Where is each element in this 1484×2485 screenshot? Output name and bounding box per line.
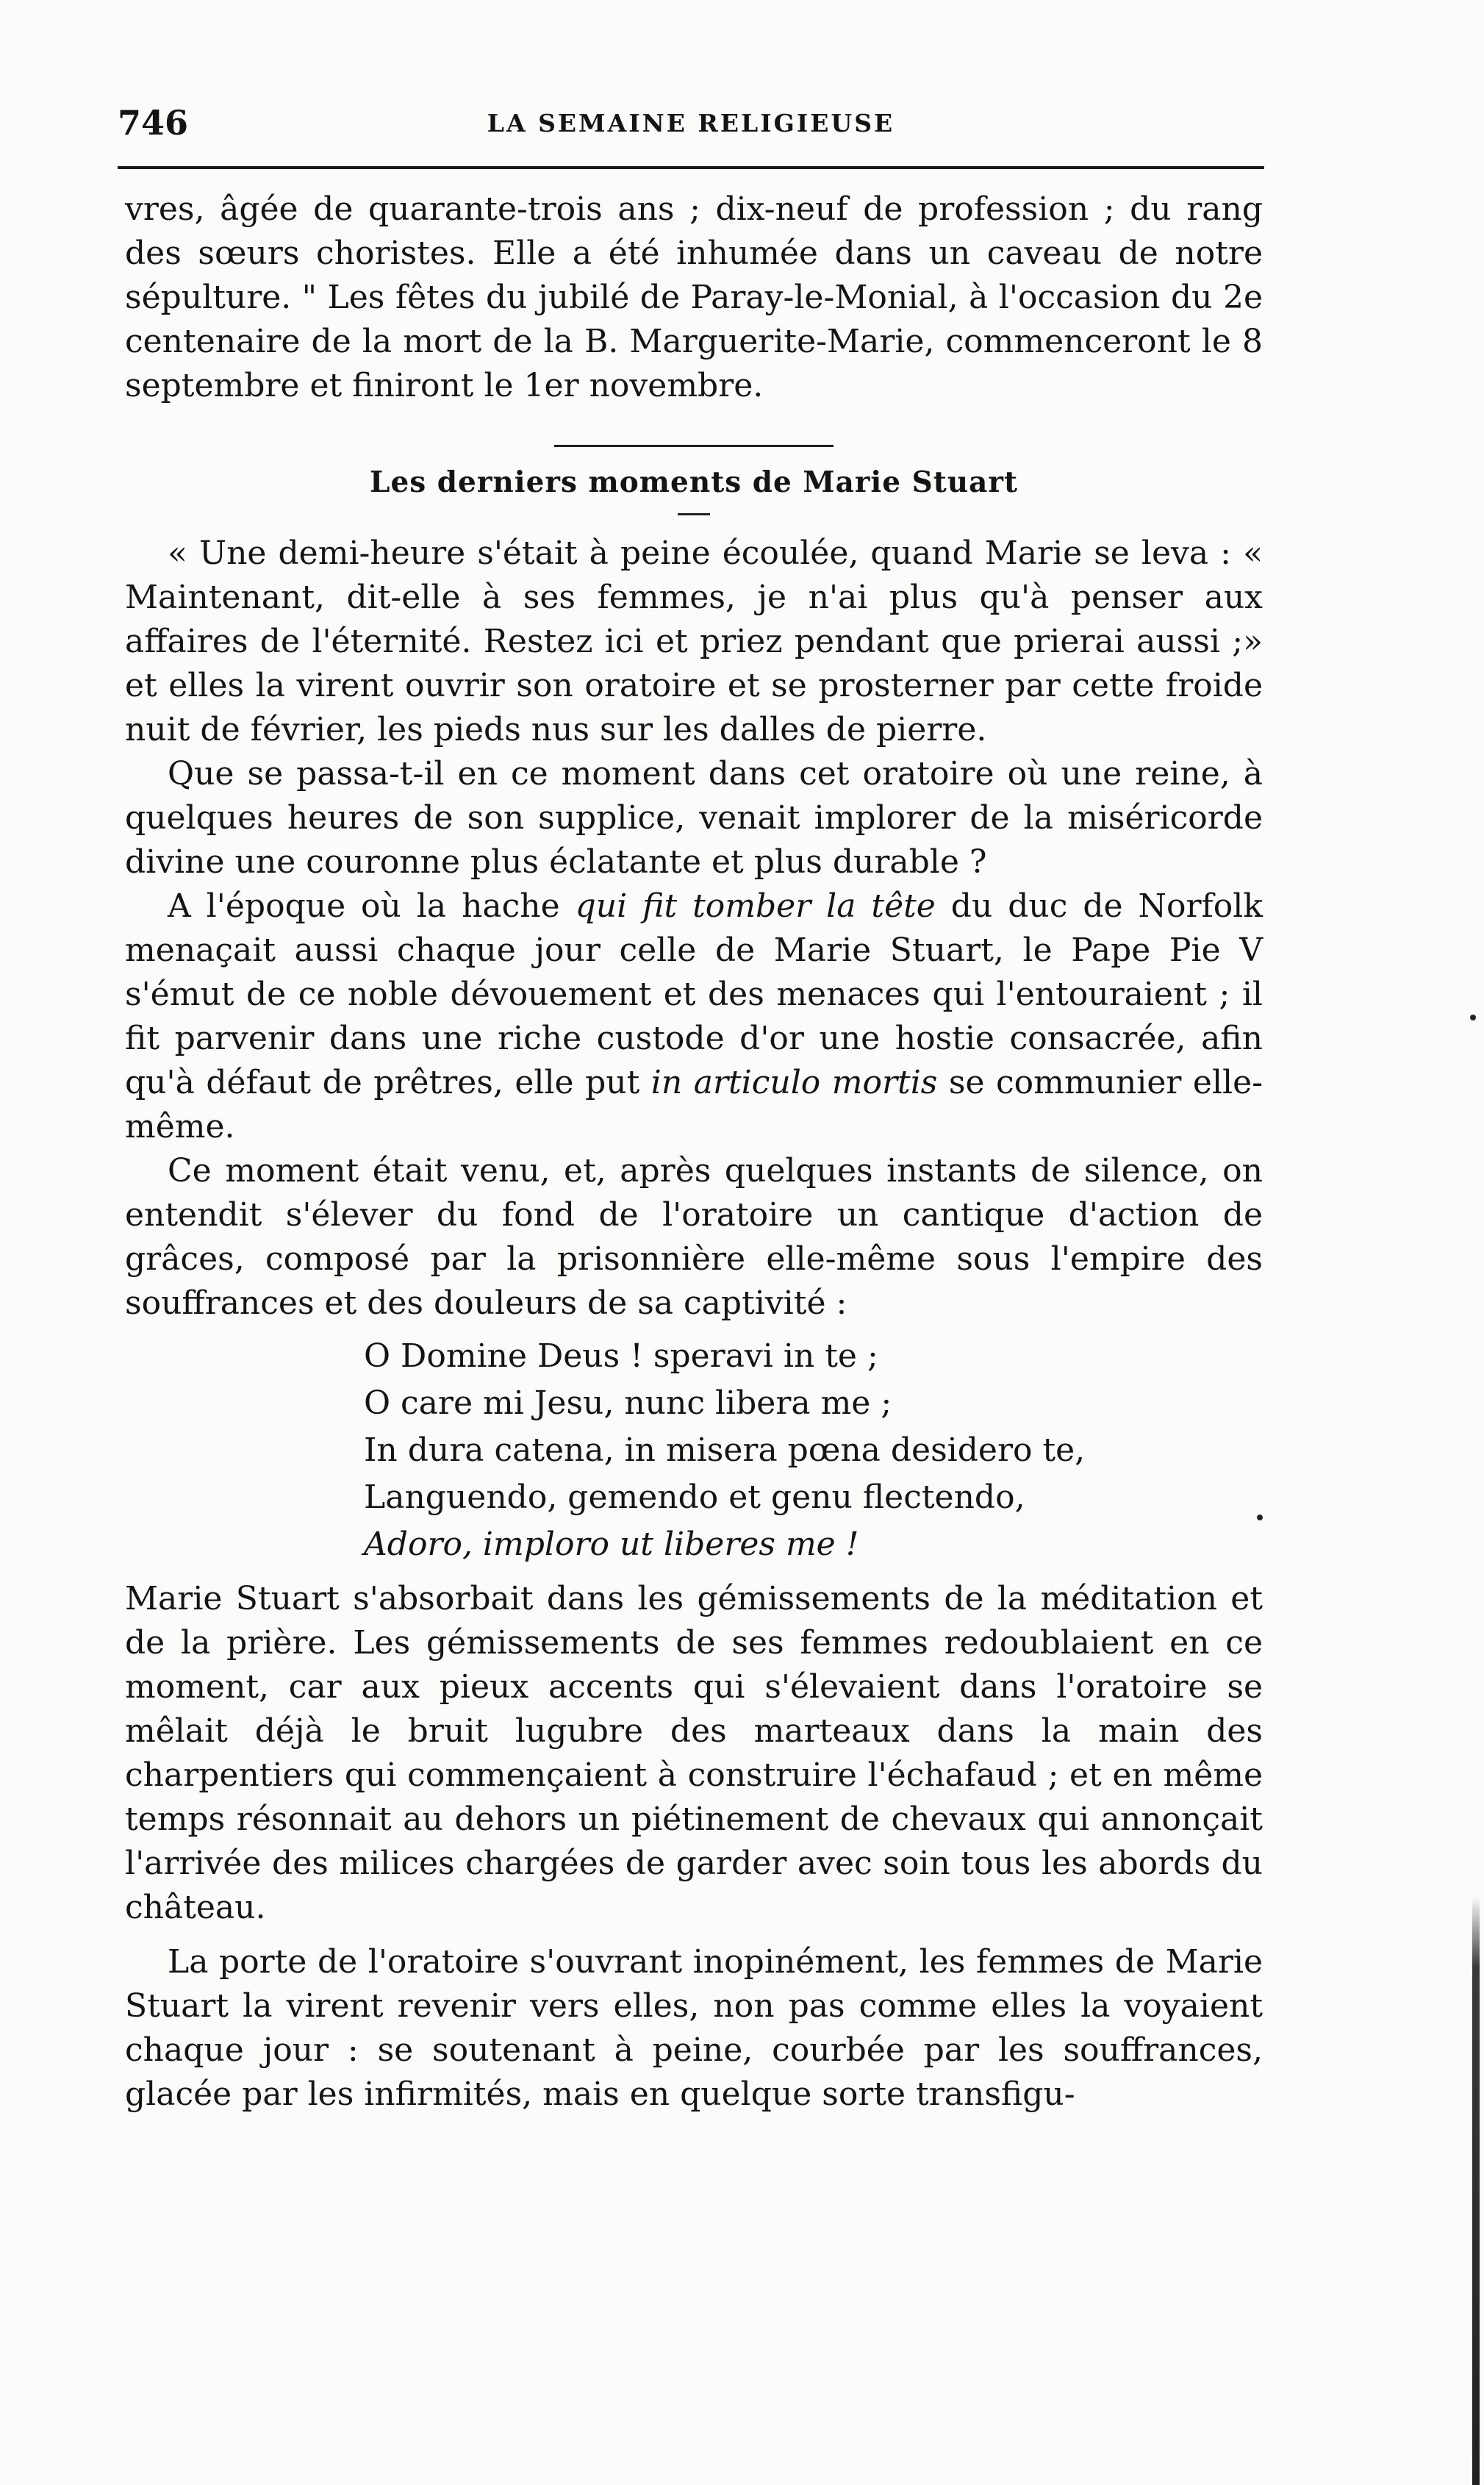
header-rule bbox=[118, 166, 1264, 169]
verse-line-2: O care mi Jesu, nunc libera me ; bbox=[364, 1384, 892, 1422]
page-header bbox=[118, 103, 1264, 143]
title-rule bbox=[678, 513, 710, 515]
latin-verse bbox=[364, 1333, 1263, 1568]
verse-line-3: In dura catena, in misera pœna desidero te, bbox=[364, 1431, 1086, 1469]
section-title: Les derniers moments de Marie Stuart bbox=[370, 465, 1018, 499]
page-body bbox=[125, 187, 1263, 2117]
paragraph-3-text-a: A l'époque où la hache bbox=[168, 887, 576, 925]
paragraph-2: Que se passa-t-il en ce moment dans cet oratoire où une reine, à quelques heures de son supplice, venait implorer de la miséricorde divine une couronne plus éclatante et plus durable ? bbox=[125, 755, 1263, 881]
verse-line-5: Adoro, imploro ut liberes me ! bbox=[364, 1526, 859, 1563]
paragraph-3 bbox=[125, 884, 1263, 1149]
verse-line-4: Languendo, gemendo et genu flectendo, bbox=[364, 1479, 1025, 1516]
section-separator bbox=[554, 445, 834, 447]
verse-line-1: O Domine Deus ! speravi in te ; bbox=[364, 1337, 878, 1375]
paragraph-5: Marie Stuart s'absorbait dans les gémissements de la méditation et de la prière. Les gémissements de ses femmes redoublaient en ce moment, car aux pieux accents qui s'élevaient dans l'oratoire se mêlait déjà le bruit lugubre des marteaux dans la main des charpentiers qui commençaient à construire l'échafaud ; et en même temps résonnait au dehors un piétinement de chevaux qui annonçait l'arrivée des milices chargées de garder avec soin tous les abords du château. bbox=[125, 1580, 1263, 1926]
paragraph-3-italic-a: qui fit tomber la tête bbox=[575, 887, 936, 925]
intro-paragraph: vres, âgée de quarante-trois ans ; dix-neuf de profession ; du rang des sœurs choristes. Elle a été inhumée dans un caveau de notre sépulture. " Les fêtes du jubilé de Paray-le-Monial, à l'occasion du 2e centenaire de la mort de la B. Marguerite-Marie, commenceront le 8 septembre et finiront le 1er novembre. bbox=[125, 190, 1263, 404]
paragraph-3-text-c: se communier elle-même. bbox=[125, 1064, 1263, 1145]
scan-speck bbox=[1257, 1515, 1263, 1520]
paragraph-1: « Une demi-heure s'était à peine écoulée, quand Marie se leva : « Maintenant, dit-elle à ses femmes, je n'ai plus qu'à penser aux affaires de l'éternité. Restez ici et priez pendant que prierai aussi ;» et elles la virent ouvrir son oratoire et se prosterner par cette froide nuit de février, les pieds nus sur les dalles de pierre. bbox=[125, 534, 1263, 748]
paragraph-3-text-b: du duc de Norfolk menaçait aussi chaque jour celle de Marie Stuart, le Pape Pie V s'émut de ce noble dévouement et des menaces qui l'entouraient ; il fit parvenir dans une riche custode d'or une hostie consacrée, afin qu'à défaut de prêtres, elle put bbox=[125, 887, 1263, 1101]
paragraph-6: La porte de l'oratoire s'ouvrant inopinément, les femmes de Marie Stuart la virent revenir vers elles, non pas comme elles la voyaient chaque jour : se soutenant à peine, courbée par les souffrances, glacée par les infirmités, mais en quelque sorte transfigu- bbox=[125, 1943, 1263, 2113]
scan-edge-shadow bbox=[1472, 1897, 1480, 2485]
paragraph-3-italic-b: in articulo mortis bbox=[650, 1064, 938, 1101]
paragraph-4: Ce moment était venu, et, après quelques instants de silence, on entendit s'élever du fond de l'oratoire un cantique d'action de grâces, composé par la prisonnière elle-même sous l'empire des souffrances et des douleurs de sa captivité : bbox=[125, 1152, 1263, 1322]
page-number: 746 bbox=[118, 103, 189, 143]
scan-speck bbox=[1470, 1015, 1476, 1020]
running-title: LA SEMAINE RELIGIEUSE bbox=[487, 109, 895, 137]
